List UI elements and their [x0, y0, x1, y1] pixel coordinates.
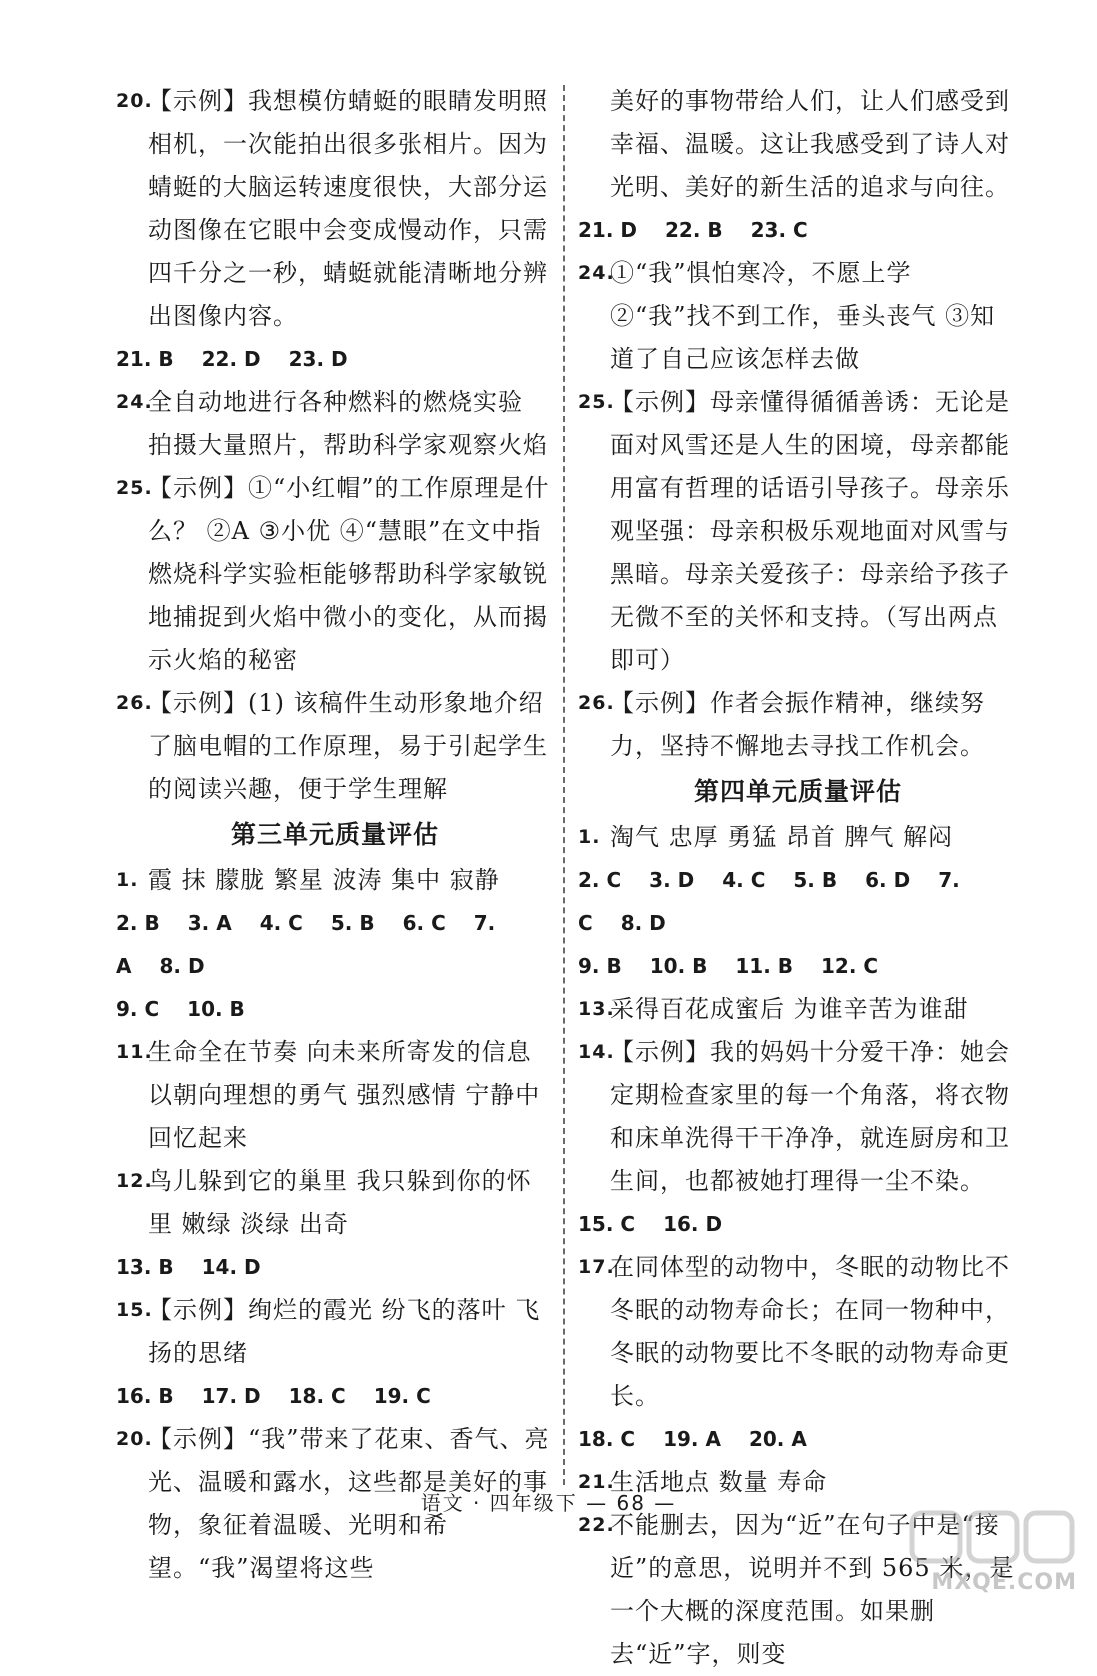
section-title: 第四单元质量评估 [693, 777, 902, 806]
answer-choice: 8. D [159, 954, 205, 978]
answer-row [578, 1418, 1018, 1461]
answer-choice: 14. D [201, 1255, 261, 1279]
item-number: 24. [116, 391, 153, 413]
item-text: 采得百花成蜜后 为谁辛苦为谁甜 [610, 995, 969, 1023]
answer-item [116, 682, 554, 811]
item-text: 在同体型的动物中，冬眠的动物比不冬眠的动物寿命长；在同一物种中，冬眠的动物要比不冬眠的动物寿命更长。 [610, 1253, 1010, 1410]
answer-item [578, 80, 1018, 209]
item-text: ①“我”惧怕寒冷，不愿上学 ②“我”找不到工作，垂头丧气 ③知道了自己应该怎样去做 [610, 259, 996, 373]
answer-choice: 5. B [330, 911, 375, 935]
item-number: 25. [116, 477, 153, 499]
item-text: 鸟儿躲到它的巢里 我只躲到你的怀里 嫩绿 淡绿 出奇 [148, 1167, 532, 1238]
item-text: 【示例】(1) 该稿件生动形象地介绍了脑电帽的工作原理，易于引起学生的阅读兴趣，便于学生理解 [148, 689, 548, 803]
answer-choice: 13. B [116, 1255, 174, 1279]
answer-choice: 23. D [288, 347, 348, 371]
answer-item [116, 80, 554, 338]
answer-choice: 17. D [201, 1384, 261, 1408]
item-text: 不能删去，因为“近”在句子中是“接近”的意思，说明并不到 565 米，是一个大概的深度范围。如果删去“近”字，则变 [610, 1511, 1015, 1668]
answer-item [578, 988, 1018, 1031]
answer-choice: 16. B [116, 1384, 174, 1408]
item-number: 20. [116, 90, 153, 112]
answer-choice: 12. C [821, 954, 879, 978]
item-text: 生活地点 数量 寿命 [610, 1468, 828, 1496]
answer-row [578, 1203, 1018, 1246]
answer-choice: 5. B [793, 868, 838, 892]
answer-row [578, 945, 1018, 988]
watermark-text: MXQE.COM [931, 1570, 1077, 1595]
answer-row [116, 338, 554, 381]
item-number: 22. [578, 1514, 615, 1536]
item-number: 1. [578, 826, 601, 848]
answer-choice: 8. D [620, 911, 666, 935]
item-number: 17. [578, 1256, 615, 1278]
answer-choice: 10. B [187, 997, 245, 1021]
left-column [116, 80, 554, 1590]
item-number: 21. [578, 1471, 615, 1493]
item-text: 淘气 忠厚 勇猛 昂首 脾气 解闷 [610, 823, 954, 851]
answer-item [116, 859, 554, 902]
item-number: 11. [116, 1041, 153, 1063]
item-text: 【示例】绚烂的霞光 纷飞的落叶 飞扬的思绪 [148, 1296, 541, 1367]
column-divider [563, 85, 565, 1485]
answer-row [116, 988, 554, 1031]
item-text: 【示例】“我”带来了花束、香气、亮光、温暖和露水，这些都是美好的事物，象征着温暖、光明和希望。“我”渴望将这些 [148, 1425, 550, 1582]
answer-item [116, 1031, 554, 1160]
item-text: 【示例】作者会振作精神，继续努力，坚持不懈地去寻找工作机会。 [610, 689, 985, 760]
item-text: 【示例】我的妈妈十分爱干净：她会定期检查家里的每一个角落，将衣物和床单洗得干干净净，就连厨房和卫生间，也都被她打理得一尘不染。 [610, 1038, 1010, 1195]
answer-row [116, 902, 554, 988]
item-number: 15. [116, 1299, 153, 1321]
item-number: 12. [116, 1170, 153, 1192]
answer-item [578, 682, 1018, 768]
answer-choice: 3. A [187, 911, 232, 935]
answer-row [116, 1246, 554, 1289]
item-text: 【示例】①“小红帽”的工作原理是什么？ ②A ③小优 ④“慧眼”在文中指燃烧科学实验柜能够帮助科学家敏锐地捕捉到火焰中微小的变化，从而揭示火焰的秘密 [148, 474, 550, 674]
answer-row [116, 1375, 554, 1418]
watermark-icon [907, 1505, 1077, 1575]
answer-row [578, 859, 1018, 945]
answer-choice: 4. C [722, 868, 766, 892]
answer-choice: 19. A [663, 1427, 721, 1451]
answer-choice: 23. C [750, 218, 808, 242]
item-number: 14. [578, 1041, 615, 1063]
answer-choice: 20. A [748, 1427, 807, 1451]
item-text: 生命全在节奏 向未来所寄发的信息 以朝向理想的勇气 强烈感情 宁静中回忆起来 [148, 1038, 541, 1152]
answer-item [578, 1246, 1018, 1418]
answer-choice: 4. C [259, 911, 303, 935]
answer-choice: 19. C [373, 1384, 431, 1408]
answer-item [116, 381, 554, 467]
item-text: 美好的事物带给人们，让人们感受到幸福、温暖。这让我感受到了诗人对光明、美好的新生活的追求与向往。 [610, 87, 1010, 201]
answer-choice: 22. B [665, 218, 723, 242]
item-text: 【示例】我想模仿蜻蜓的眼睛发明照相机，一次能拍出很多张相片。因为蜻蜓的大脑运转速度很快，大部分运动图像在它眼中会变成慢动作，只需四千分之一秒，蜻蜓就能清晰地分辨出图像内容。 [148, 87, 548, 330]
answer-choice: 16. D [663, 1212, 723, 1236]
page-footer: 语文 · 四年级下 — 68 — [420, 1491, 677, 1515]
answer-item [116, 1160, 554, 1246]
answer-choice: 9. B [578, 954, 622, 978]
answer-choice: 7. C [578, 868, 960, 935]
answer-choice: 7. A [116, 911, 496, 978]
answer-choice: 18. C [578, 1427, 636, 1451]
answer-choice: 9. C [116, 997, 160, 1021]
answer-item [578, 252, 1018, 381]
answer-choice: 2. C [578, 868, 622, 892]
item-number: 24. [578, 262, 615, 284]
answer-choice: 15. C [578, 1212, 636, 1236]
answer-item [578, 1031, 1018, 1203]
answer-item [578, 816, 1018, 859]
item-number: 25. [578, 391, 615, 413]
watermark-logo [907, 1505, 1077, 1595]
right-column [578, 80, 1018, 1676]
item-number: 20. [116, 1428, 153, 1450]
answer-choice: 6. D [865, 868, 911, 892]
item-number: 26. [578, 692, 615, 714]
answer-choice: 2. B [116, 911, 160, 935]
answer-choice: 3. D [649, 868, 695, 892]
answer-item [116, 467, 554, 682]
answer-choice: 21. B [116, 347, 174, 371]
item-text: 全自动地进行各种燃料的燃烧实验 拍摄大量照片，帮助科学家观察火焰 [148, 388, 548, 459]
answer-choice: 18. C [288, 1384, 346, 1408]
answer-choice: 21. D [578, 218, 637, 242]
item-number: 26. [116, 692, 153, 714]
answer-choice: 10. B [649, 954, 708, 978]
answer-item [116, 1289, 554, 1375]
answer-choice: 11. B [735, 954, 794, 978]
answer-choice: 22. D [201, 347, 261, 371]
item-number: 1. [116, 869, 139, 891]
answer-choice: 6. C [402, 911, 446, 935]
item-number: 13. [578, 998, 615, 1020]
item-text: 【示例】母亲懂得循循善诱：无论是面对风雪还是人生的困境，母亲都能用富有哲理的话语引导孩子。母亲乐观坚强：母亲积极乐观地面对风雪与黑暗。母亲关爱孩子：母亲给予孩子无微不至的关怀和支持。（写出两点即可） [610, 388, 1010, 674]
item-text: 霞 抹 朦胧 繁星 波涛 集中 寂静 [148, 866, 500, 894]
section-title: 第三单元质量评估 [230, 820, 439, 849]
answer-row [578, 209, 1018, 252]
answer-item [578, 381, 1018, 682]
